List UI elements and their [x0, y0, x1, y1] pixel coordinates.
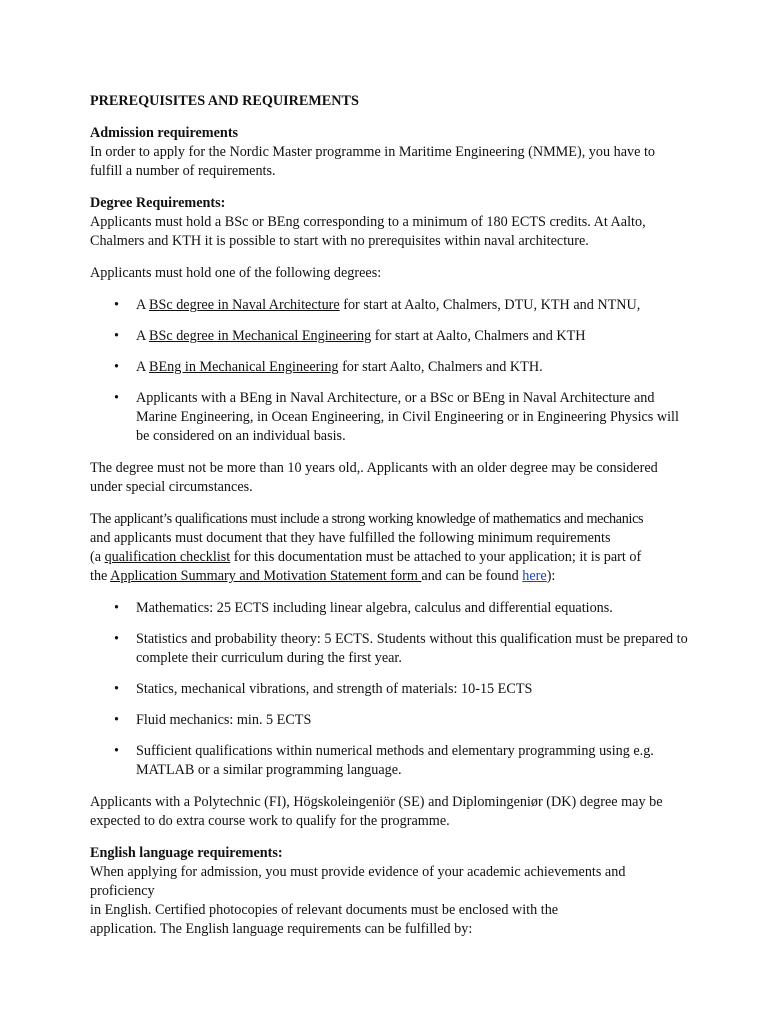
list-item: • Statistics and probability theory: 5 ECTS. Students without this qualification must be prepared to complete their curriculum during the first year.	[114, 631, 688, 666]
bullet-icon: •	[114, 297, 119, 313]
admission-heading: Admission requirements	[90, 125, 239, 141]
bullet-icon: •	[114, 631, 119, 647]
bullet-icon: •	[114, 390, 119, 406]
english-section	[90, 844, 690, 939]
qualification-checklist-link[interactable]: qualification checklist	[104, 549, 231, 565]
list-item: • Statics, mechanical vibrations, and strength of materials: 10-15 ECTS	[114, 681, 533, 697]
list-item: • Sufficient qualifications within numerical methods and elementary programming using e.g. MATLAB or a similar programming language.	[114, 743, 654, 778]
list-item: • A BSc degree in Naval Architecture for start at Aalto, Chalmers, DTU, KTH and NTNU,	[114, 297, 641, 313]
bullet-icon: •	[114, 328, 119, 344]
page-title: PREREQUISITES AND REQUIREMENTS	[90, 93, 359, 109]
qualifications-line-3: (a qualification checklist for this documentation must be attached to your application; it is part of	[90, 549, 642, 565]
qualifications-list	[90, 599, 690, 780]
degree-age-note: The degree must not be more than 10 years old,. Applicants with an older degree may be considered under special circumstances.	[90, 460, 658, 495]
mechanical-engineering-bsc-link[interactable]: BSc degree in Mechanical Engineering	[149, 328, 372, 344]
bullet-icon: •	[114, 681, 119, 697]
bullet-icon: •	[114, 600, 119, 616]
admission-text: In order to apply for the Nordic Master programme in Maritime Engineering (NMME), you have to fulfill a number of requirements.	[90, 144, 655, 179]
bullet-icon: •	[114, 359, 119, 375]
english-line-3: application. The English language requirements can be fulfilled by:	[90, 921, 473, 937]
list-item: • Mathematics: 25 ECTS including linear algebra, calculus and differential equations.	[114, 600, 613, 616]
qualifications-line-2: and applicants must document that they have fulfilled the following minimum requirements	[90, 530, 611, 546]
list-item: • A BEng in Mechanical Engineering for start Aalto, Chalmers and KTH.	[114, 359, 543, 375]
english-line-1: When applying for admission, you must provide evidence of your academic achievements and proficiency	[90, 864, 626, 899]
admission-section	[90, 124, 690, 181]
qualifications-section	[90, 510, 690, 586]
here-link[interactable]: here	[522, 568, 547, 584]
polytechnic-note: Applicants with a Polytechnic (FI), Högskoleingeniör (SE) and Diplomingeniør (DK) degree may be expected to do extra course work to qualify for the programme.	[90, 794, 663, 829]
document-page	[90, 92, 690, 952]
list-item: • A BSc degree in Mechanical Engineering for start at Aalto, Chalmers and KTH	[114, 328, 586, 344]
bullet-icon: •	[114, 712, 119, 728]
degree-text: Applicants must hold a BSc or BEng corresponding to a minimum of 180 ECTS credits. At Aalto, Chalmers and KTH it is possible to start with no prerequisites within naval architecture.	[90, 214, 646, 249]
qualifications-line-4: the Application Summary and Motivation Statement form and can be found here):	[90, 568, 556, 584]
degree-list	[90, 296, 690, 446]
degree-heading: Degree Requirements:	[90, 195, 226, 211]
degree-section	[90, 194, 690, 251]
list-item: • Fluid mechanics: min. 5 ECTS	[114, 712, 312, 728]
list-item: • Applicants with a BEng in Naval Architecture, or a BSc or BEng in Naval Architecture and Marine Engineering, in Ocean Engineering, in Civil Engineering or in Engineering Physics will be considered on an individual basis.	[114, 390, 679, 444]
qualifications-line-1: The applicant’s qualifications must include a strong working knowledge of mathematics and mechanics	[90, 511, 644, 527]
english-heading: English language requirements:	[90, 845, 283, 861]
degree-intro: Applicants must hold one of the following degrees:	[90, 265, 382, 281]
bullet-icon: •	[114, 743, 119, 759]
naval-architecture-link[interactable]: BSc degree in Naval Architecture	[149, 297, 340, 313]
mechanical-engineering-beng-link[interactable]: BEng in Mechanical Engineering	[149, 359, 339, 375]
english-line-2: in English. Certified photocopies of relevant documents must be enclosed with the	[90, 902, 559, 918]
application-summary-form-link[interactable]: Application Summary and Motivation Statement form	[110, 568, 422, 584]
